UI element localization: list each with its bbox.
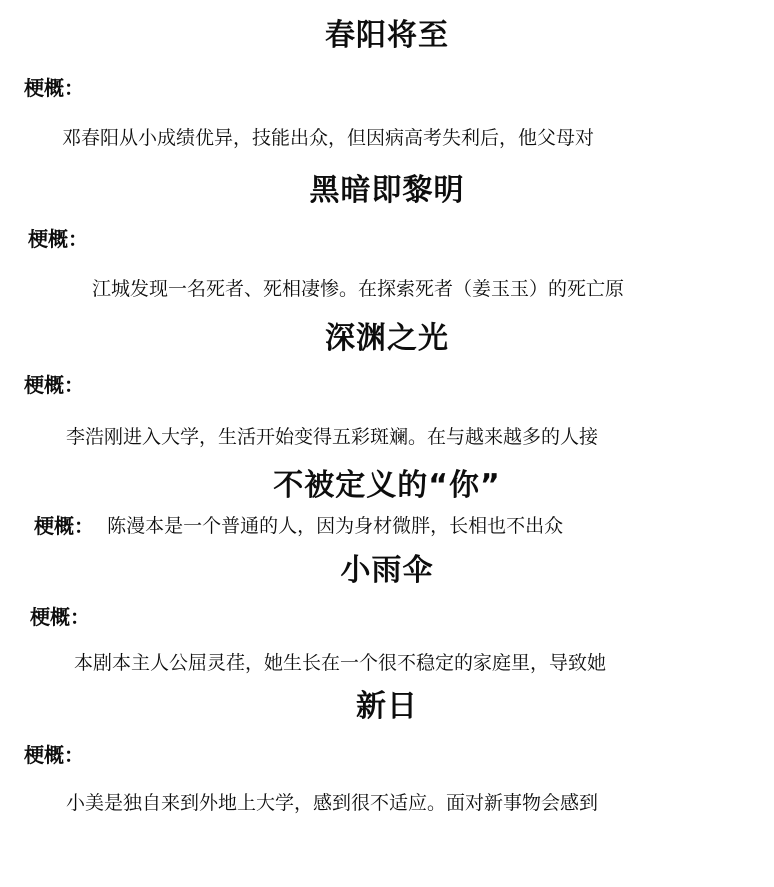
synopsis-entry — [0, 173, 774, 302]
entry-body: 江城发现一名死者、死相凄惨。在探索死者（姜玉玉）的死亡原 — [92, 277, 625, 300]
synopsis-entry — [0, 468, 774, 539]
entry-body: 小美是独自来到外地上大学，感到很不适应。面对新事物会感到 — [66, 792, 599, 815]
document-page — [0, 18, 774, 887]
entry-title: 春阳将至 — [325, 18, 449, 53]
entry-body: 本剧本主人公屈灵荏，她生长在一个很不稳定的家庭里，导致她 — [74, 651, 607, 674]
entry-label: 梗概： — [24, 76, 84, 100]
synopsis-entry — [0, 553, 774, 676]
entry-body: 邓春阳从小成绩优异，技能出众，但因病高考失利后，他父母对 — [62, 127, 595, 149]
entry-title: 黑暗即黎明 — [309, 172, 465, 208]
entry-label: 梗概： — [24, 373, 84, 398]
entry-body: 陈漫本是一个普通的人，因为身材微胖，长相也不出众 — [107, 515, 564, 538]
entry-label: 梗概： — [28, 226, 88, 251]
entry-body: 李浩刚进入大学，生活开始变得五彩斑斓。在与越来越多的人接 — [66, 426, 599, 449]
entry-label: 梗概： — [30, 604, 90, 629]
entry-title: 小雨伞 — [340, 552, 434, 588]
synopsis-entry — [0, 321, 774, 450]
entry-title: 新日 — [356, 689, 418, 725]
entry-title: 深渊之光 — [325, 321, 449, 357]
synopsis-entry — [0, 689, 774, 816]
synopsis-entry — [0, 18, 774, 151]
entry-label: 梗概： — [24, 743, 84, 768]
entry-title: 不被定义的“你” — [273, 468, 501, 504]
entry-label: 梗概： — [34, 514, 94, 539]
